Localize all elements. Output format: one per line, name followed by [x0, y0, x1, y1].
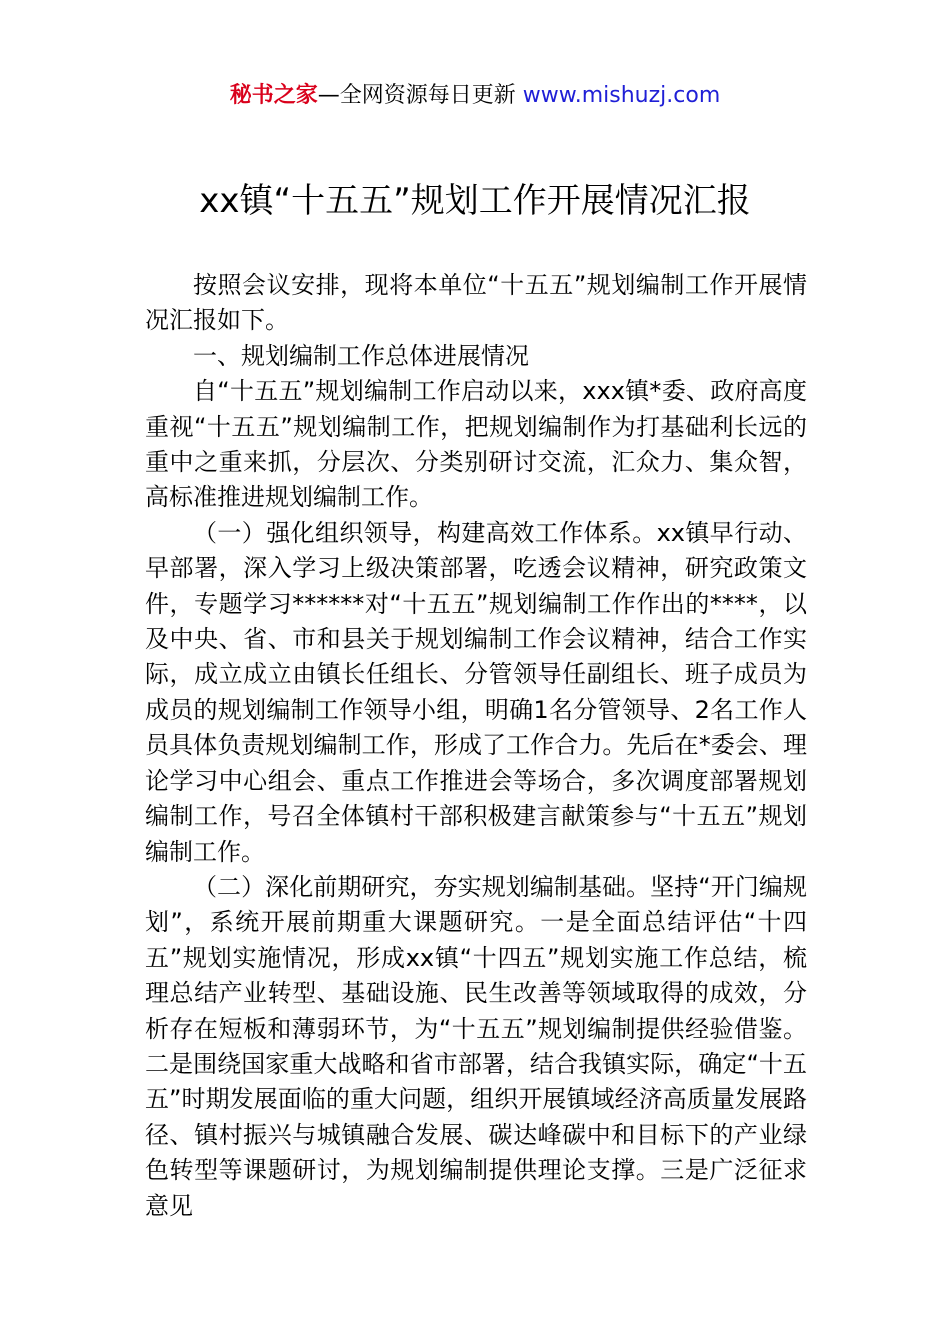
- body-paragraph: （二）深化前期研究，夯实规划编制基础。坚持“开门编规划”，系统开展前期重大课题研究。一是全面总结评估“十四五”规划实施情况，形成xx镇“十四五”规划实施工作总结，梳理总结产业转型、基础设施、民生改善等领域取得的成效，分析存在短板和薄弱环节，为“十五五”规划编制提供经验借鉴。二是围绕国家重大战略和省市部署，结合我镇实际，确定“十五五”时期发展面临的重大问题，组织开展镇域经济高质量发展路径、镇村振兴与城镇融合发展、碳达峰碳中和目标下的产业绿色转型等课题研讨，为规划编制提供理论支撑。三是广泛征求意见: [145, 872, 807, 1220]
- site-header: [0, 80, 950, 112]
- section-heading: 一、规划编制工作总体进展情况: [193, 341, 529, 370]
- site-url-link[interactable]: www.mishuzj.com: [522, 83, 721, 108]
- intro-paragraph: 按照会议安排，现将本单位“十五五”规划编制工作开展情况汇报如下。: [145, 271, 807, 335]
- body-paragraph: 自“十五五”规划编制工作启动以来，xxx镇*委、政府高度重视“十五五”规划编制工作，把规划编制作为打基础利长远的重中之重来抓，分层次、分类别研讨交流，汇众力、集众智，高标准推进规划编制工作。: [145, 377, 807, 512]
- document-title: xx镇“十五五”规划工作开展情况汇报: [199, 181, 751, 221]
- site-slogan: —全网资源每日更新: [317, 83, 523, 108]
- body-paragraph: （一）强化组织领导，构建高效工作体系。xx镇早行动、早部署，深入学习上级决策部署，吃透会议精神，研究政策文件，专题学习******对“十五五”规划编制工作作出的****，以及中央、省、市和县关于规划编制工作会议精神，结合工作实际，成立成立由镇长任组长、分管领导任副组长、班子成员为成员的规划编制工作领导小组，明确1名分管领导、2名工作人员具体负责规划编制工作，形成了工作合力。先后在*委会、理论学习中心组会、重点工作推进会等场合，多次调度部署规划编制工作，号召全体镇村干部积极建言献策参与“十五五”规划编制工作。: [145, 518, 807, 866]
- site-brand: 秘书之家: [229, 83, 318, 108]
- document-body: [145, 268, 807, 1224]
